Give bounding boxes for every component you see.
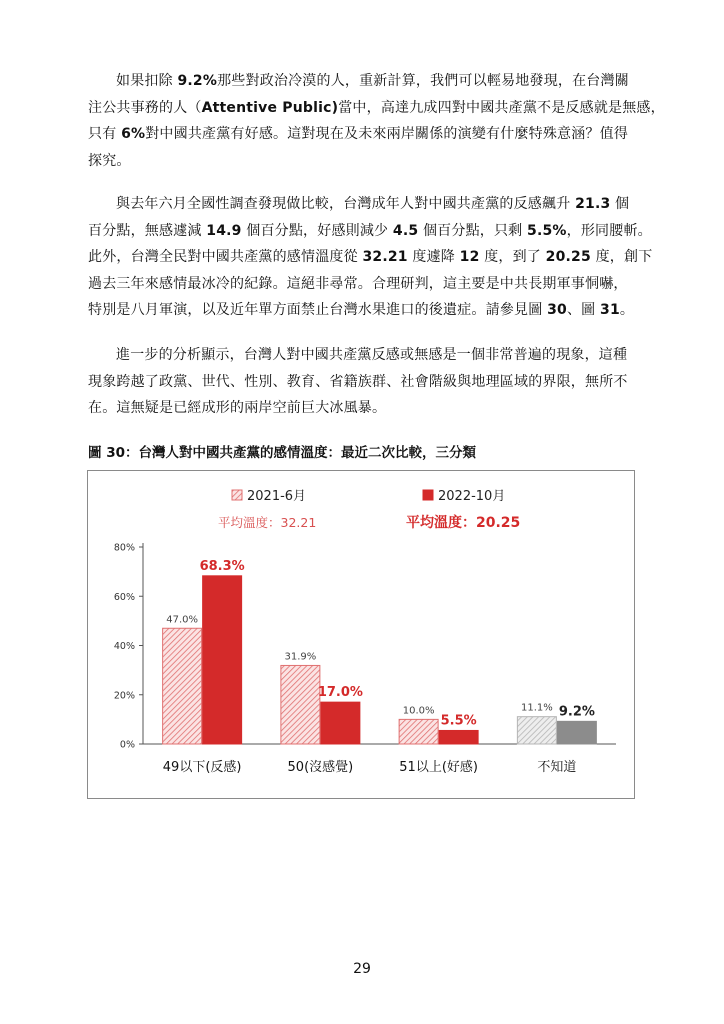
text-run: 那些對政治冷漠的人，重新計算，我們可以輕易地發現，在台灣關 [217,73,629,89]
bold-text: 30 [547,302,567,318]
text-line [88,244,653,271]
page-number: 29 [353,961,371,977]
text-run: 過去三年來感情最冰冷的紀錄。這絕非尋常。合理研判，這主要是中共長期軍事恫嚇， [88,275,628,292]
text-run: 度遽降 [407,249,460,265]
bar-1-3 [399,719,438,744]
bold-text: 5.5% [527,222,567,239]
bar-chart [88,471,634,798]
data-label-2-2: 17.0% [317,685,363,701]
bar-1-2 [281,665,320,744]
x-category-label: 49以下(反感) [162,760,242,775]
bold-text: 4.5 [392,222,419,239]
text-run: 與去年六月全國性調查發現做比較，台灣成年人對中國共產黨的反感飆升 [116,196,576,212]
text-line [88,297,640,324]
text-run: 特別是八月軍演，以及近年單方面禁止台灣水果進口的後遺症。請參見圖 [88,302,548,318]
average-temperature-2: 平均溫度：20.25 [406,515,521,531]
bar-1-1 [163,628,202,744]
data-label-2-1: 68.3% [199,558,245,574]
legend-swatch-1 [232,490,242,500]
data-label-2-4: 9.2% [558,704,595,720]
average-temperature-1: 平均溫度：32.21 [218,515,317,530]
y-tick-label: 80% [113,542,135,554]
text-run: 百分點，無感遽減 [88,222,207,239]
chart-frame [87,470,635,799]
legend-label-2: 2022-10月 [438,489,506,504]
figure-caption [88,441,476,461]
data-label-1-3: 10.0% [402,705,435,717]
data-label-1-1: 47.0% [166,614,199,626]
text-run: 個 [610,196,630,212]
bar-1-4 [517,717,556,744]
text-line [88,68,640,95]
bar-2-1 [203,576,242,744]
text-line [88,95,665,122]
bold-text: 9.2% [177,73,218,89]
text-run: 度，創下 [590,249,653,265]
paragraph-1 [88,68,665,174]
text-run: 個百分點，好感則減少 [241,222,393,239]
y-tick-label: 0% [119,739,135,751]
x-category-label: 50(沒感覺) [287,760,354,775]
bold-text: 6% [121,126,146,142]
bold-text: 20.25 [545,249,591,265]
bold-text: 14.9 [206,222,242,239]
data-label-1-4: 11.1% [520,702,553,714]
figure-title: ：台灣人對中國共產黨的感情溫度：最近二次比較，三分類 [125,445,476,461]
text-run: 此外，台灣全民對中國共產黨的感情溫度從 [88,249,363,265]
text-run: 只有 [88,126,122,142]
bold-text: Attentive Public) [201,99,339,116]
text-run: 在。這無疑是已經成形的兩岸空前巨大冰風暴。 [88,400,387,416]
x-category-label: 不知道 [537,760,577,775]
text-run: ，形同腰斬。 [566,222,652,239]
text-run: 進一步的分析顯示，台灣人對中國共產黨反感或無感是一個非常普遍的現象，這種 [116,347,628,363]
bold-text: 31 [600,302,620,318]
bar-2-4 [557,721,596,744]
bar-2-3 [439,730,478,744]
data-label-1-2: 31.9% [284,651,317,663]
bold-text: 32.21 [362,249,408,265]
text-run: 對中國共產黨有好感。這對現在及未來兩岸關係的演變有什麼特殊意涵？值得 [145,126,629,142]
paragraph-3 [88,342,640,422]
figure-number: 圖 30 [88,445,125,461]
text-run: 注公共事務的人（ [88,99,202,116]
paragraph-2 [88,191,653,324]
text-line [88,395,640,422]
text-run: 探究。 [88,152,131,169]
text-run: 如果扣除 [116,73,178,89]
text-line [88,369,640,396]
text-run: 現象跨越了政黨、世代、性別、教育、省籍族群、社會階級與地理區域的界限，無所不 [88,373,628,390]
text-line [88,148,640,175]
bold-text: 12 [459,249,480,265]
text-line [88,191,640,218]
text-line [88,218,652,245]
text-line [88,121,640,148]
text-run: 當中，高達九成四對中國共產黨不是反感就是無感， [338,99,665,116]
bold-text: 21.3 [575,196,611,212]
data-label-2-3: 5.5% [440,713,477,729]
bar-2-2 [321,702,360,744]
text-line [88,271,640,298]
y-tick-label: 60% [113,591,135,603]
text-run: 。 [619,302,635,318]
y-tick-label: 40% [113,641,135,652]
text-line [88,342,640,369]
text-run: 個百分點，只剩 [418,222,528,239]
legend-label-1: 2021-6月 [247,489,307,504]
y-tick-label: 20% [113,690,135,702]
x-category-label: 51以上(好感) [399,760,478,775]
legend-swatch-2 [423,490,433,500]
text-run: 度，到了 [479,249,546,265]
text-run: 、圖 [566,302,601,318]
